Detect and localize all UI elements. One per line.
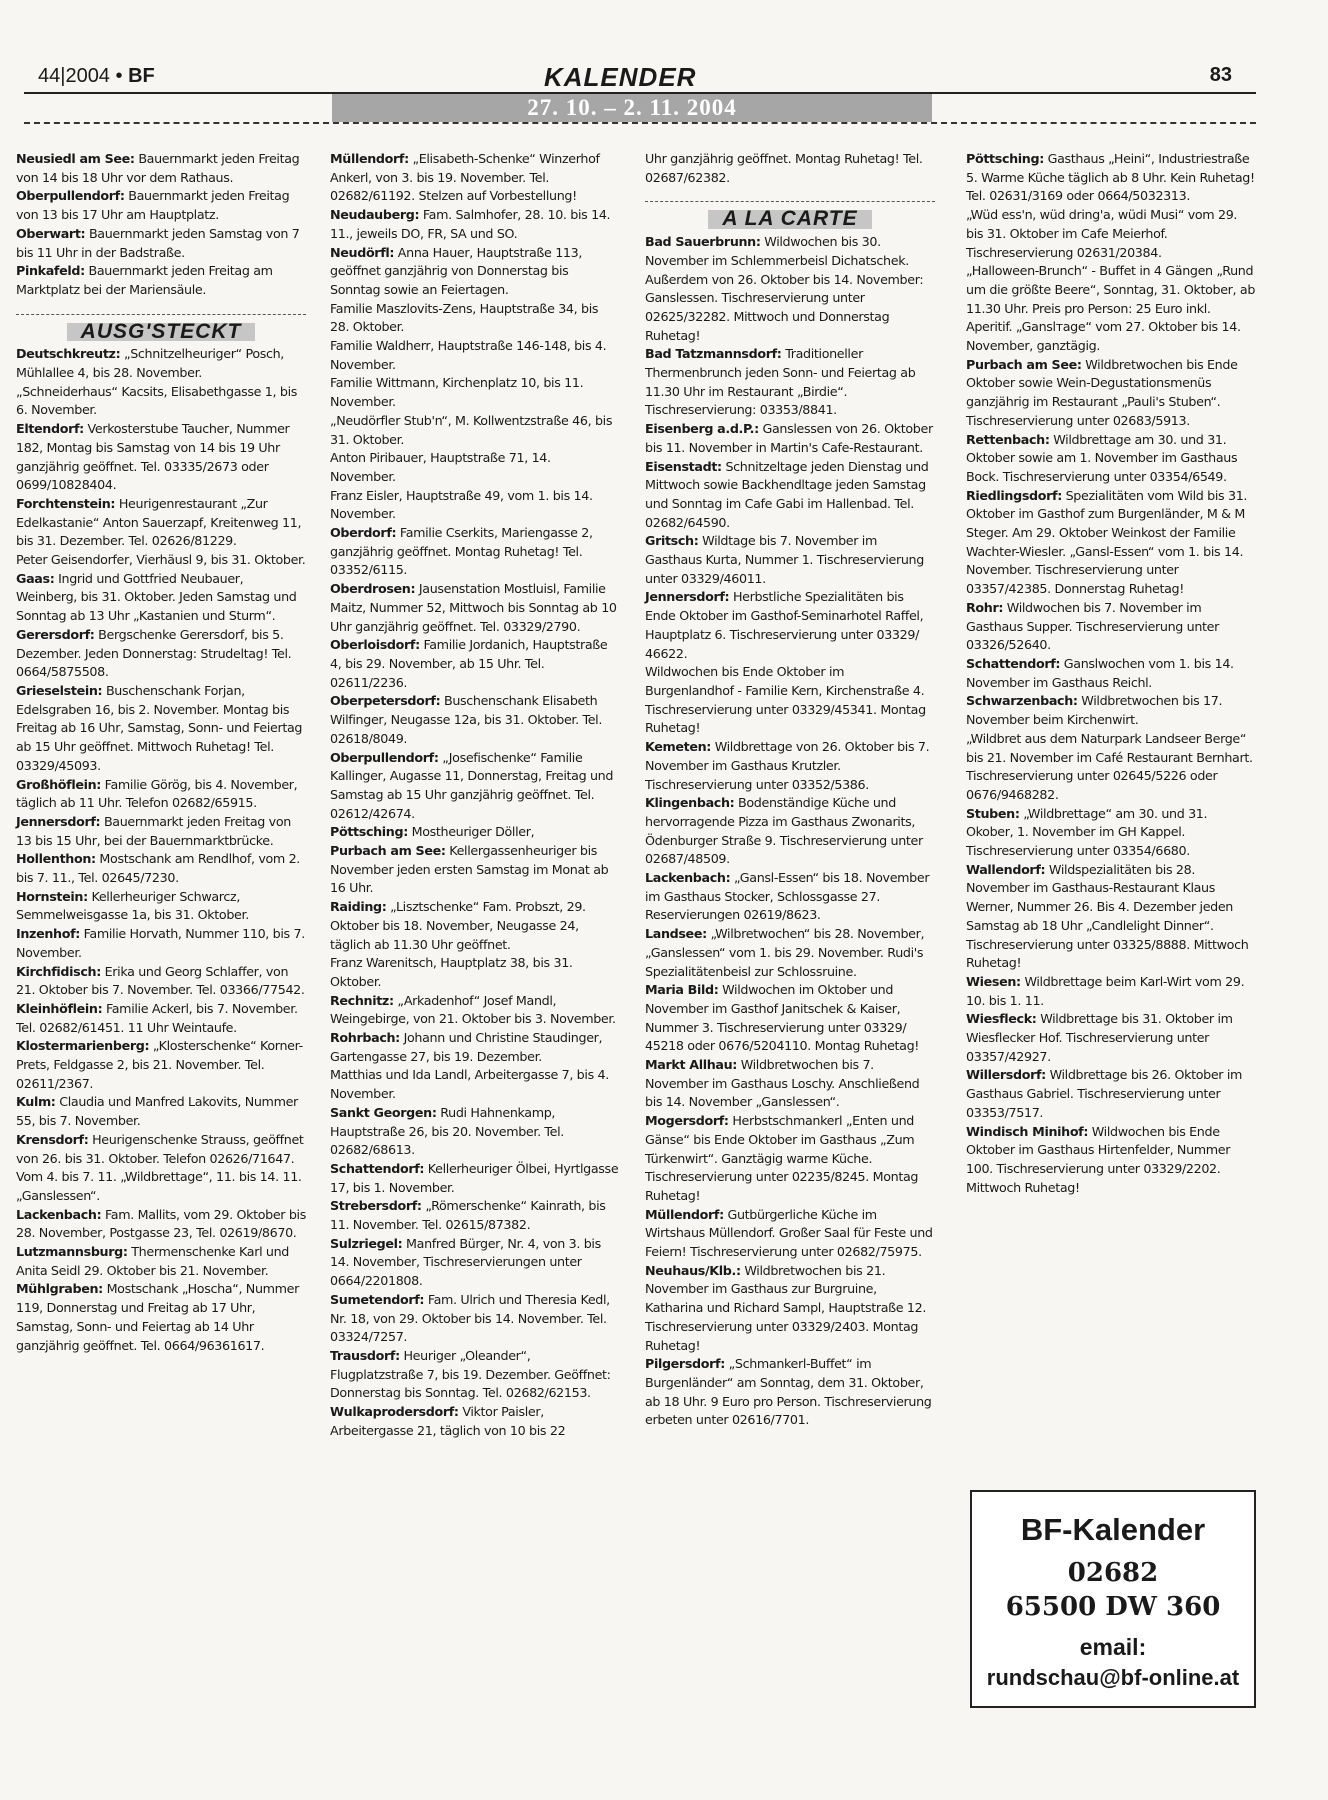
listing-entry <box>966 1010 1256 1066</box>
listing-entry <box>330 1291 620 1347</box>
listing-entry <box>330 898 620 954</box>
listing-place: Inzenhof: <box>16 926 80 942</box>
listing-place: Kirchfidisch: <box>16 963 101 979</box>
listing-place: Deutschkreutz: <box>16 346 121 362</box>
listing-entry <box>16 888 306 925</box>
listing-text: Thermenschenke Karl und Anita Seidl 29. Oktober bis 21. November. <box>16 1244 290 1278</box>
listing-entry <box>645 458 935 533</box>
listing-text: Claudia und Manfred Lakovits, Nummer 55, bis 7. November. <box>16 1094 298 1129</box>
listing-place: Eisenberg a.d.P.: <box>645 421 759 437</box>
listing-entry <box>966 655 1256 692</box>
listing-place: Forchtenstein: <box>16 495 116 511</box>
listing-text: Bauernmarkt jeden Freitag von 13 bis 15 Uhr, bei der Bauernmarktbrücke. <box>16 813 291 848</box>
listing-entry <box>16 850 306 887</box>
listing-entry <box>645 738 935 794</box>
listing-place: Kleinhöflein: <box>16 1000 103 1016</box>
listing-entry <box>645 981 935 1056</box>
listing-place: Wulkaprodersdorf: <box>330 1404 459 1420</box>
listing-text: Anton Piribauer, Hauptstraße 71, 14. November. <box>330 450 551 484</box>
listing-entry <box>330 449 620 486</box>
listing-text: „Wildbret aus dem Naturpark Landseer Berge“ bis 21. November im Café Restaurant Bernhart. Tischreservierung unter 02645/5226 oder 0676/9468282. <box>966 730 1253 802</box>
listing-text: Verkosterstube Taucher, Nummer 182, Montag bis Samstag von 14 bis 19 Uhr ganzjährig geöffnet. Tel. 03335/2673 oder 0699/10828404. <box>16 421 290 493</box>
listing-text: „Klosterschenke“ Korner-Prets, Feldgasse 2, bis 21. November. Tel. 02611/2367. <box>16 1038 303 1091</box>
listing-place: Rechnitz: <box>330 992 394 1008</box>
listing-entry <box>330 1066 620 1103</box>
listing-text: Mostheuriger Döller, <box>407 824 535 840</box>
listing-text: „Arkadenhof“ Josef Mandl, Weingebirge, von 21. Oktober bis 3. November. <box>330 992 616 1027</box>
market-list <box>16 150 306 300</box>
listing-entry <box>645 794 935 869</box>
listing-place: Neuhaus/Klb.: <box>645 1262 741 1278</box>
listing-place: Trausdorf: <box>330 1348 400 1363</box>
listing-entry <box>966 861 1256 973</box>
listing-text: Johann und Christine Staudinger, Gartengasse 27, bis 19. Dezember. <box>330 1030 603 1064</box>
column-1 <box>16 150 306 1355</box>
listing-entry <box>330 992 620 1029</box>
contact-phone-number: 65500 DW 360 <box>1005 1592 1221 1622</box>
listing-entry <box>645 1056 935 1112</box>
listing-text: „Lisztschenke“ Fam. Probszt, 29. Oktober bis 18. November, Neugasse 24, täglich ab 11.30 Uhr geöffnet. <box>330 899 586 952</box>
listing-text: Schnitzeltage jeden Dienstag und Mittwoch sowie Backhendltage jeden Samstag und Sonntag im Cafe Gabi im Hallenbad. Tel. 02682/64590. <box>645 458 929 530</box>
column-2 <box>330 150 620 1441</box>
listing-entry <box>16 262 306 299</box>
listing-text: Wildbrettage beim Karl-Wirt vom 29. 10. bis 1. 11. <box>966 973 1245 1008</box>
listing-entry <box>16 551 306 570</box>
listing-text: Wildbretwochen bis 21. November im Gasthaus zur Burgruine, Katharina und Richard Sampl, Hauptstraße 12. Tischreservierung unter 03329/2403. Montag Ruhetag! <box>645 1262 927 1353</box>
listing-text: Wildwochen bis Ende Oktober im Burgenlandhof - Familie Kern, Kirchenstraße 4. Tischreservierung unter 03329/45341. Montag Ruhetag! <box>645 664 926 736</box>
listing-place: Sankt Georgen: <box>330 1104 437 1120</box>
listing-place: Pilgersdorf: <box>645 1356 725 1372</box>
listing-text: Wildbretwochen bis 17. November beim Kirchenwirt. <box>966 693 1223 728</box>
listing-entry <box>966 730 1256 805</box>
listing-entry <box>16 383 306 420</box>
listing-text: Peter Geisendorfer, Vierhäusl 9, bis 31. Oktober. <box>16 552 306 568</box>
listing-place: Bad Sauerbrunn: <box>645 234 761 250</box>
listing-entry <box>16 495 306 551</box>
listing-text: Wildbrettage von 26. Oktober bis 7. November im Gasthaus Krutzler. Tischreservierung unter 03352/5386. <box>645 739 930 792</box>
restaurant-list <box>645 233 935 1430</box>
listing-entry <box>645 345 935 420</box>
listing-text: Jausenstation Mostluisl, Familie Maitz, Nummer 52, Mittwoch bis Sonntag ab 10 Uhr ganzjährig geöffnet. Tel. 03329/2790. <box>330 581 617 634</box>
listing-text: Franz Warenitsch, Hauptplatz 38, bis 31. Oktober. <box>330 955 573 989</box>
listing-place: Jennersdorf: <box>16 813 101 829</box>
section-ausgsteckt-heading: AUSG'STECKT <box>16 314 306 342</box>
listing-text: Wildbrettage bis 31. Oktober im Wiesflecker Hof. Tischreservierung unter 03357/42927. <box>966 1011 1233 1064</box>
listing-text: Wildbrettage bis 26. Oktober im Gasthaus Gabriel. Tischreservierung unter 03353/7517. <box>966 1067 1243 1120</box>
listing-text: Manfred Bürger, Nr. 4, von 3. bis 14. November, Tischreservierungen unter 0664/2201808. <box>330 1235 601 1289</box>
listing-entry <box>330 337 620 374</box>
listing-place: Wallendorf: <box>966 861 1046 877</box>
listing-text: Bodenständige Küche und hervorragende Pizza im Gasthaus Zwonarits, Ödenburger Straße 9. Tischreservierung unter 02687/48509. <box>645 795 923 867</box>
listing-entry <box>16 925 306 962</box>
listing-entry <box>330 692 620 748</box>
listing-place: Landsee: <box>645 926 707 942</box>
dashed-rule <box>24 122 1256 124</box>
listing-entry <box>16 1206 306 1243</box>
listing-entry <box>16 776 306 813</box>
listing-text: Fam. Mallits, vom 29. Oktober bis 28. November, Postgasse 23, Tel. 02619/8670. <box>16 1206 306 1241</box>
listing-text: Bergschenke Gerersdorf, bis 5. Dezember. Jeden Donnerstag: Strudeltag! Tel. 0664/5875508. <box>16 626 292 680</box>
listing-place: Windisch Minihof: <box>966 1123 1089 1139</box>
listing-text: Wildbrettage am 30. und 31. Oktober sowie am 1. November im Gasthaus Bock. Tischreservierung unter 03354/6549. <box>966 431 1238 484</box>
contact-email: rundschau@bf-online.at <box>986 1665 1240 1690</box>
listing-text: Wildtage bis 7. November im Gasthaus Kurta, Nummer 1. Tischreservierung unter 03329/46011. <box>645 533 924 586</box>
listing-text: Uhr ganzjährig geöffnet. Montag Ruhetag! Tel. 02687/62382. <box>645 151 923 185</box>
listing-place: Grieselstein: <box>16 682 103 698</box>
listing-entry <box>966 356 1256 431</box>
listing-place: Hornstein: <box>16 888 88 904</box>
listing-entry <box>330 206 620 243</box>
listing-entry <box>330 749 620 824</box>
listing-place: Lackenbach: <box>645 870 731 886</box>
listing-place: Pöttsching: <box>966 151 1044 166</box>
listing-entry <box>330 150 620 206</box>
listing-text: Familie Maszlovits-Zens, Hauptstraße 34, bis 28. Oktober. <box>330 300 599 335</box>
listing-place: Pinkafeld: <box>16 263 85 279</box>
listing-place: Neusiedl am See: <box>16 151 135 166</box>
listing-entry <box>330 374 620 411</box>
listing-text: Kellergassenheuriger bis November jeden ersten Samstag im Monat ab 16 Uhr. <box>330 843 609 896</box>
listing-place: Rettenbach: <box>966 431 1050 447</box>
listing-place: Gerersdorf: <box>16 626 95 642</box>
listing-entry <box>16 1093 306 1130</box>
listing-text: Bauernmarkt jeden Freitag von 13 bis 17 Uhr am Hauptplatz. <box>16 188 290 223</box>
listing-entry <box>330 954 620 991</box>
listing-entry <box>330 1029 620 1066</box>
listing-entry <box>966 487 1256 599</box>
listing-place: Maria Bild: <box>645 982 719 998</box>
listing-entry <box>16 963 306 1000</box>
listing-entry <box>966 150 1256 206</box>
listing-entry <box>645 663 935 738</box>
listing-text: Familie Jordanich, Hauptstraße 4, bis 29. November, ab 15 Uhr. Tel. 02611/2236. <box>330 637 608 690</box>
listing-text: Rudi Hahnenkamp, Hauptstraße 26, bis 20. November. Tel. 02682/68613. <box>330 1104 564 1158</box>
listing-place: Hollenthon: <box>16 851 96 867</box>
contact-email-label: email: <box>1079 1634 1147 1660</box>
listing-entry <box>645 532 935 588</box>
listing-entry <box>966 973 1256 1010</box>
listing-text: Wildspezialitäten bis 28. November im Gasthaus-Restaurant Klaus Werner, Nummer 26. Bis 4. Dezember jeden Samstag ab 18 Uhr „Candlelight Dinner“. Tischreservierung unter 03325/8888. Mittwoch Ruhetag! <box>966 861 1249 971</box>
page-number: 83 <box>1209 64 1232 86</box>
listing-text: Ganslwochen vom 1. bis 14. November im Gasthaus Reichl. <box>966 655 1234 690</box>
listing-place: Wiesen: <box>966 973 1021 989</box>
listing-text: Heurigenschenke Strauss, geöffnet von 26. bis 31. Oktober. Telefon 02626/71647. Vom 4. bis 7. 11. „Wildbrettage“, 11. bis 14. 11. „Ganslessen“. <box>16 1131 304 1203</box>
listing-entry <box>16 1037 306 1093</box>
listing-place: Oberloisdorf: <box>330 637 420 653</box>
contact-box <box>970 1490 1256 1708</box>
listing-text: „Schneiderhaus“ Kacsits, Elisabethgasse 1, bis 6. November. <box>16 383 298 418</box>
listing-text: Franz Eisler, Hauptstraße 49, vom 1. bis 14. November. <box>330 487 593 522</box>
listing-entry <box>330 244 620 300</box>
listing-entry <box>16 187 306 224</box>
listing-place: Oberpullendorf: <box>16 188 125 204</box>
listing-entry <box>16 570 306 626</box>
listing-entry <box>16 1000 306 1037</box>
listing-entry <box>645 925 935 981</box>
listing-place: Klostermarienberg: <box>16 1038 150 1054</box>
listing-entry <box>330 1104 620 1160</box>
listing-entry <box>645 1355 935 1430</box>
listing-text: Erika und Georg Schlaffer, von 21. Oktober bis 7. November. Tel. 03366/77542. <box>16 963 305 998</box>
listing-entry <box>330 1235 620 1291</box>
listing-entry <box>645 1206 935 1262</box>
listing-entry <box>966 1066 1256 1122</box>
listing-text: Herbstschmankerl „Enten und Gänse“ bis Ende Oktober im Gasthaus „Zum Türkenwirt“. Ganztägig warme Küche. Tischreservierung unter 02235/8245. Montag Ruhetag! <box>645 1113 919 1203</box>
listing-text: Ganslessen von 26. Oktober bis 11. November in Martin's Cafe-Restaurant. <box>645 421 933 455</box>
column-3 <box>645 150 935 1430</box>
listing-text: Familie Ackerl, bis 7. November. Tel. 02682/61451. 11 Uhr Weintaufe. <box>16 1000 298 1035</box>
listing-entry <box>645 588 935 663</box>
listing-entry <box>330 524 620 580</box>
listing-entry <box>330 412 620 449</box>
issue-label: 44|2004 • BF <box>38 65 155 87</box>
listing-entry <box>966 206 1256 262</box>
listing-place: Kemeten: <box>645 739 712 755</box>
date-range: 27. 10. – 2. 11. 2004 <box>332 94 932 122</box>
listing-entry <box>645 233 935 345</box>
listing-place: Wiesfleck: <box>966 1011 1037 1027</box>
listing-entry <box>966 805 1256 861</box>
listing-place: Oberdorf: <box>330 525 397 541</box>
listing-entry <box>645 150 935 187</box>
listing-place: Sumetendorf: <box>330 1291 425 1307</box>
contact-title: BF-Kalender <box>1020 1512 1206 1547</box>
listing-text: Wildwochen bis 30. November im Schlemmerbeisl Dichatschek. Außerdem von 26. Oktober bis 14. November: Ganslessen. Tischreservierung unter 02625/32282. Mittwoch und Donnerstag Ruhetag! <box>645 234 924 343</box>
listing-entry <box>16 345 306 382</box>
listing-place: Müllendorf: <box>645 1206 724 1222</box>
listing-place: Eisenstadt: <box>645 458 722 474</box>
listing-entry <box>16 813 306 850</box>
listing-entry <box>330 1160 620 1197</box>
listing-entry <box>645 869 935 925</box>
column-4 <box>966 150 1256 1197</box>
page-header <box>24 62 1256 90</box>
listing-text: Fam. Ulrich und Theresia Kedl, Nr. 18, von 29. Oktober bis 14. November. Tel. 03324/7257. <box>330 1291 610 1345</box>
listing-place: Lutzmannsburg: <box>16 1244 128 1260</box>
listing-text: Wildwochen bis Ende Oktober im Gasthaus Hirtenfelder, Nummer 100. Tischreservierung unter 03329/2202. Mittwoch Ruhetag! <box>966 1123 1231 1195</box>
listing-text: Bauernmarkt jeden Freitag von 14 bis 18 Uhr vor dem Rathaus. <box>16 151 300 185</box>
listing-place: Sulzriegel: <box>330 1235 403 1251</box>
listing-entry <box>330 823 620 842</box>
listing-place: Strebersdorf: <box>330 1198 422 1214</box>
brand-label: BF <box>128 65 155 87</box>
listing-place: Oberpullendorf: <box>330 749 439 765</box>
listing-place: Großhöflein: <box>16 776 101 792</box>
listing-place: Eltendorf: <box>16 421 84 437</box>
listing-place: Schattendorf: <box>330 1160 425 1176</box>
listing-text: Wildbretwochen bis Ende Oktober sowie Wein-Degustationsmenüs ganzjährig im Restaurant „Pauli's Stuben“. Tischreservierung unter 02683/5913. <box>966 356 1238 428</box>
listing-place: Krensdorf: <box>16 1131 89 1147</box>
listing-entry <box>966 431 1256 487</box>
listing-text: „Josefischenke“ Familie Kallinger, Augasse 11, Donnerstag, Freitag und Samstag ab 15 Uhr ganzjährig geöffnet. Tel. 02612/42674. <box>330 749 614 821</box>
listing-place: Pöttsching: <box>330 824 408 840</box>
listing-text: Ingrid und Gottfried Neubauer, Weinberg, bis 31. Oktober. Jeden Samstag und Sonntag ab 13 Uhr „Kastanien und Sturm“. <box>16 570 297 624</box>
listing-entry <box>645 420 935 457</box>
listing-entry <box>645 1112 935 1206</box>
contact-phone-prefix: 02682 <box>1067 1558 1159 1588</box>
listing-text: „Wüd ess'n, wüd dring'a, wüdi Musi“ vom 29. bis 31. Oktober im Cafe Meierhof. Tischreservierung 02631/20384. <box>966 207 1238 260</box>
listing-text: Bauernmarkt jeden Freitag am Marktplatz bei der Mariensäule. <box>16 263 273 297</box>
section-a-la-carte-heading: A LA CARTE <box>645 201 935 229</box>
listing-text: „Elisabeth-Schenke“ Winzerhof Ankerl, von 3. bis 19. November. Tel. 02682/61192. Stelzen auf Vorbestellung! <box>330 151 600 204</box>
listing-text: Anna Hauer, Hauptstraße 113, geöffnet ganzjährig von Donnerstag bis Sonntag sowie an Feiertagen. <box>330 244 583 297</box>
listing-place: Purbach am See: <box>330 843 446 859</box>
listing-text: Buschenschank Elisabeth Wilfinger, Neugasse 12a, bis 31. Oktober. Tel. 02618/8049. <box>330 693 603 746</box>
listing-text: Gutbürgerliche Küche im Wirtshaus Müllendorf. Großer Saal für Feste und Feiern! Tischreservierung unter 02682/75975. <box>645 1206 933 1260</box>
listing-place: Neudauberg: <box>330 207 420 223</box>
listing-text: Spezialitäten vom Wild bis 31. Oktober im Gasthof zum Burgenländer, M & M Steger. Am 29. Oktober Weinkost der Familie Wachter-Wiesler. „Gansl-Essen“ vom 1. bis 14. November. Tischreservierung unter 03357/42385. Donnerstag Ruhetag! <box>966 487 1248 597</box>
listing-entry <box>330 1197 620 1234</box>
listing-entry <box>16 626 306 682</box>
listing-place: Bad Tatzmannsdorf: <box>645 346 782 362</box>
listing-entry <box>330 487 620 524</box>
listing-text: „Wilbretwochen“ bis 28. November, „Ganslessen“ vom 1. bis 29. November. Rudi's Spezialitätenbeisl zur Schlossruine. <box>645 926 925 979</box>
listing-text: Familie Horvath, Nummer 110, bis 7. November. <box>16 926 305 960</box>
listing-place: Willersdorf: <box>966 1067 1046 1083</box>
listing-text: Wildwochen bis 7. November im Gasthaus Supper. Tischreservierung unter 03326/52640. <box>966 599 1220 653</box>
listing-place: Jennersdorf: <box>645 589 730 605</box>
listing-entry <box>966 262 1256 356</box>
listing-entry <box>16 1243 306 1280</box>
listing-place: Markt Allhau: <box>645 1057 738 1073</box>
listing-place: Stuben: <box>966 805 1020 821</box>
listing-text: Mostschank „Hoscha“, Nummer 119, Donnerstag und Freitag ab 17 Uhr, Samstag, Sonn- und Feiertag ab 14 Uhr ganzjährig geöffnet. Tel. 0664/96361617. <box>16 1281 299 1353</box>
listing-place: Rohrbach: <box>330 1030 400 1046</box>
listing-place: Lackenbach: <box>16 1206 102 1222</box>
listing-text: Matthias und Ida Landl, Arbeitergasse 7, bis 4. November. <box>330 1067 609 1102</box>
listing-text: Wildwochen im Oktober und November im Gasthof Janitschek & Kaiser, Nummer 3. Tischreservierung unter 03329/ 45218 oder 0676/5204110. Montag Ruhetag! <box>645 982 920 1054</box>
listing-text: „Schmankerl-Buffet“ im Burgenländer“ am Sonntag, dem 31. Oktober, ab 18 Uhr. 9 Euro pro Person. Tischreservierung erbeten unter 02616/7701. <box>645 1356 932 1428</box>
listing-place: Gaas: <box>16 570 55 586</box>
listing-place: Raiding: <box>330 899 387 915</box>
listing-entry <box>16 682 306 776</box>
listing-entry <box>330 1403 620 1440</box>
listing-text: Wildbretwochen bis 7. November im Gasthaus Loschy. Anschließend bis 14. November „Ganslessen“. <box>645 1057 920 1110</box>
listing-place: Kulm: <box>16 1094 56 1110</box>
listing-text: „Römerschenke“ Kainrath, bis 11. November. Tel. 02615/87382. <box>330 1198 606 1233</box>
listing-entry <box>966 692 1256 729</box>
listing-text: „Gansl-Essen“ bis 18. November im Gasthaus Stocker, Schlossgasse 27. Reservierungen 02619/8623. <box>645 870 930 923</box>
listing-text: Herbstliche Spezialitäten bis Ende Oktober im Gasthof-Seminarhotel Raffel, Hauptplatz 6. Tischreservierung unter 03329/ 46622. <box>645 589 924 661</box>
listing-text: Viktor Paisler, Arbeitergasse 21, täglich von 10 bis 22 <box>330 1404 566 1438</box>
listing-place: Mogersdorf: <box>645 1113 729 1129</box>
section-title: KALENDER <box>544 62 697 92</box>
listing-text: Bauernmarkt jeden Samstag von 7 bis 11 Uhr in der Badstraße. <box>16 225 300 260</box>
listing-place: Müllendorf: <box>330 151 409 166</box>
listing-entry <box>330 1347 620 1403</box>
listing-text: Familie Cserkits, Mariengasse 2, ganzjährig geöffnet. Montag Ruhetag! Tel. 03352/6115. <box>330 525 593 578</box>
listing-text: Kellerheuriger Schwarcz, Semmelweisgasse 1a, bis 31. Oktober. <box>16 888 249 923</box>
listing-text: Familie Görög, bis 4. November, täglich ab 11 Uhr. Telefon 02682/65915. <box>16 776 298 811</box>
heurigen-list <box>16 345 306 1355</box>
listing-entry <box>966 1123 1256 1198</box>
listing-text: Traditioneller Thermenbrunch jeden Sonn- und Feiertag ab 11.30 Uhr im Restaurant „Birdie“. Tischreservierung: 03353/8841. <box>645 346 916 418</box>
listing-entry <box>330 636 620 692</box>
listing-place: Mühlgraben: <box>16 1281 103 1297</box>
listing-text: „Wildbrettage“ am 30. und 31. Okober, 1. November im GH Kappel. Tischreservierung unter 03354/6680. <box>966 805 1208 859</box>
listing-entry <box>330 842 620 898</box>
listing-place: Schwarzenbach: <box>966 693 1078 709</box>
listing-text: Kellerheuriger Ölbei, Hyrtlgasse 17, bis 1. November. <box>330 1160 619 1195</box>
listing-entry <box>16 1131 306 1206</box>
listing-text: „Halloween-Brunch“ - Buffet in 4 Gängen „Rund um die größte Beere“, Sonntag, 31. Oktober, ab 11.30 Uhr. Preis pro Person: 25 Euro inkl. Aperitif. „Ganslтage“ vom 27. Oktober bis 14. November, ganztägig. <box>966 263 1256 354</box>
listing-entry <box>966 599 1256 655</box>
listing-text: Fam. Salmhofer, 28. 10. bis 14. 11., jeweils DO, FR, SA und SO. <box>330 207 611 241</box>
listing-place: Klingenbach: <box>645 795 735 811</box>
listing-entry <box>16 225 306 262</box>
listing-entry <box>16 420 306 495</box>
listing-text: Heuriger „Oleander“, Flugplatzstraße 7, bis 19. Dezember. Geöffnet: Donnerstag bis Sonntag. Tel. 02682/62153. <box>330 1348 611 1401</box>
listing-entry <box>16 150 306 187</box>
listing-place: Oberpetersdorf: <box>330 693 441 709</box>
listing-place: Purbach am See: <box>966 356 1082 372</box>
listing-place: Rohr: <box>966 599 1004 615</box>
listing-place: Gritsch: <box>645 533 699 549</box>
listing-text: Mostschank am Rendlhof, vom 2. bis 7. 11., Tel. 02645/7230. <box>16 851 300 886</box>
listing-entry <box>16 1280 306 1355</box>
listing-entry <box>330 580 620 636</box>
listing-entry <box>330 300 620 337</box>
listing-place: Neudörfl: <box>330 244 395 260</box>
listing-text: Buschenschank Forjan, Edelsgraben 16, bis 2. November. Montag bis Freitag ab 16 Uhr, Samstag, Sonn- und Feiertag ab 15 Uhr geöffnet. Mittwoch Ruhetag! Tel. 03329/45093. <box>16 682 303 773</box>
listing-place: Schattendorf: <box>966 655 1061 671</box>
continued-entry <box>645 150 935 187</box>
listing-text: Heurigenrestaurant „Zur Edelkastanie“ Anton Sauerzapf, Kreitenweg 11, bis 31. Dezember. Tel. 02626/81229. <box>16 495 302 549</box>
listing-entry <box>645 1262 935 1356</box>
listing-place: Riedlingsdorf: <box>966 487 1062 503</box>
listing-place: Oberwart: <box>16 225 86 241</box>
listing-text: „Neudörfler Stub'n“, M. Kollwentzstraße 46, bis 31. Oktober. <box>330 412 613 447</box>
listing-text: Gasthaus „Heini“, Industriestraße 5. Warme Küche täglich ab 8 Uhr. Kein Ruhetag! Tel. 02631/3169 oder 0664/5032313. <box>966 151 1255 204</box>
listing-text: Familie Wittmann, Kirchenplatz 10, bis 11. November. <box>330 375 584 410</box>
listing-place: Oberdrosen: <box>330 581 416 597</box>
listing-text: Familie Waldherr, Hauptstraße 146-148, bis 4. November. <box>330 338 607 372</box>
listing-text: „Schnitzelheuriger“ Posch, Mühlallee 4, bis 28. November. <box>16 346 284 381</box>
